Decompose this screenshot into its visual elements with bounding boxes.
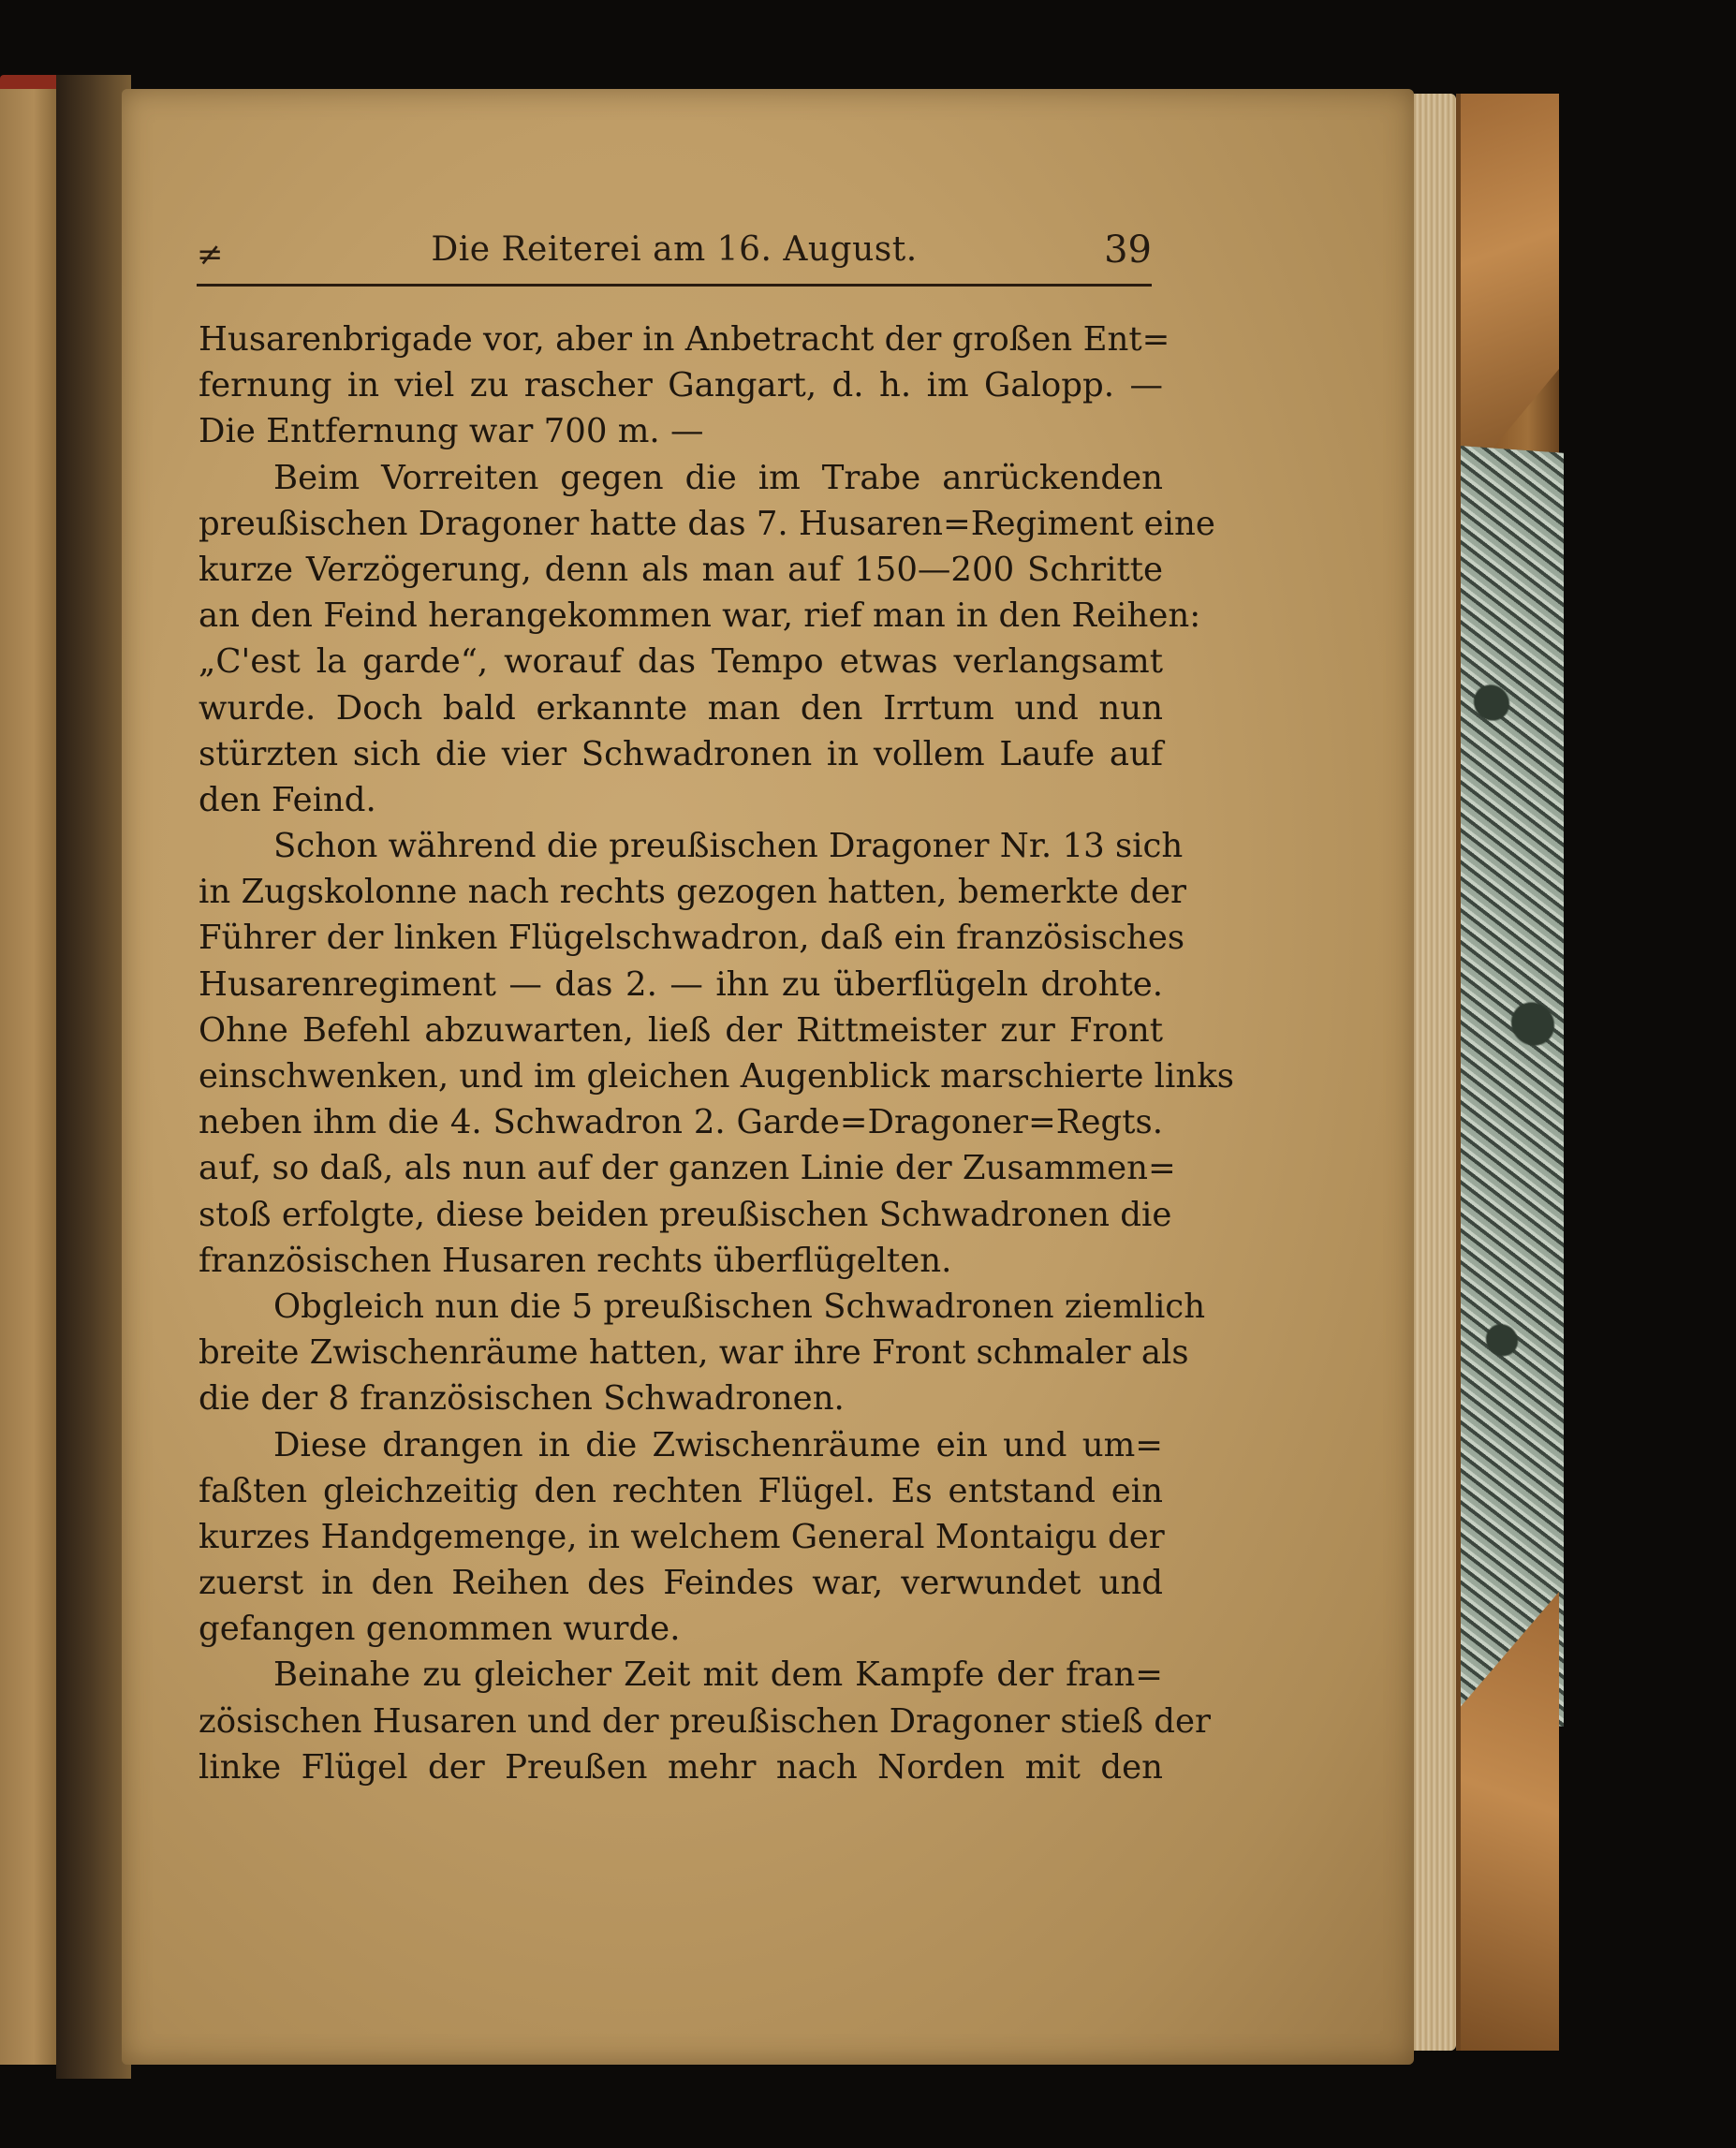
text-line: Diese drangen in die Zwischenräume ein und um= [273,1425,1163,1464]
text-line: gefangen genommen wurde. [199,1610,681,1649]
page-header [197,227,1152,283]
text-line: auf, so daß, als nun auf der ganzen Linie der Zusammen= [199,1149,1176,1188]
text-line: breite Zwischenräume hatten, war ihre Front schmaler als [199,1333,1189,1373]
text-line: Führer der linken Flügelschwadron, daß ein französisches [199,919,1185,958]
text-line: Die Entfernung war 700 m. — [199,412,704,451]
signature-mark: ≠ [197,236,224,273]
text-line: in Zugskolonne nach rechts gezogen hatten, bemerkte der [199,873,1186,912]
header-rule [197,284,1152,287]
text-line: kurzes Handgemenge, in welchem General Montaigu der [199,1517,1165,1556]
text-line: Ohne Befehl abzuwarten, ließ der Rittmeister zur Front [199,1010,1163,1050]
text-line: neben ihm die 4. Schwadron 2. Garde=Dragoner=Regts. [199,1103,1163,1142]
text-line: stoß erfolgte, diese beiden preußischen Schwadronen die [199,1195,1172,1234]
left-page-edge [0,89,58,2065]
text-line: stürzten sich die vier Schwadronen in vollem Laufe auf [199,734,1163,773]
text-line: Obgleich nun die 5 preußischen Schwadronen ziemlich [273,1287,1206,1326]
text-line: Husarenregiment — das 2. — ihn zu überflügeln drohte. [199,964,1163,1004]
book-gutter [56,75,131,2079]
text-line: Beim Vorreiten gegen die im Trabe anrückenden [273,458,1163,497]
marbled-cover-paper [1461,446,1564,1727]
text-line: kurze Verzögerung, denn als man auf 150—200 Schritte [199,550,1163,589]
text-line: zuerst in den Reihen des Feindes war, verwundet und [199,1564,1163,1603]
body-text [199,316,1234,1790]
text-line: einschwenken, und im gleichen Augenblick marschierte links [199,1057,1234,1096]
text-line: Schon während die preußischen Dragoner Nr. 13 sich [273,827,1184,866]
text-line: die der 8 französischen Schwadronen. [199,1379,845,1419]
text-line: den Feind. [199,780,376,819]
text-line: Beinahe zu gleicher Zeit mit dem Kampfe der fran= [273,1655,1163,1695]
text-line: preußischen Dragoner hatte das 7. Husaren=Regiment eine [199,504,1215,543]
text-line: französischen Husaren rechts überflügelten. [199,1241,952,1280]
text-line: linke Flügel der Preußen mehr nach Norden mit den [199,1747,1163,1787]
text-line: faßten gleichzeitig den rechten Flügel. Es entstand ein [199,1471,1163,1510]
page-number: 39 [1104,228,1152,272]
text-line: an den Feind herangekommen war, rief man in den Reihen: [199,596,1201,636]
text-line: fernung in viel zu rascher Gangart, d. h. im Galopp. — [199,366,1163,405]
text-line: Husarenbrigade vor, aber in Anbetracht der großen Ent= [199,320,1170,359]
text-line: „C'est la garde“, worauf das Tempo etwas verlangsamt [199,642,1163,682]
text-line: zösischen Husaren und der preußischen Dragoner stieß der [199,1701,1211,1741]
running-head: Die Reiterei am 16. August. [431,230,918,269]
text-line: wurde. Doch bald erkannte man den Irrtum und nun [199,688,1163,728]
